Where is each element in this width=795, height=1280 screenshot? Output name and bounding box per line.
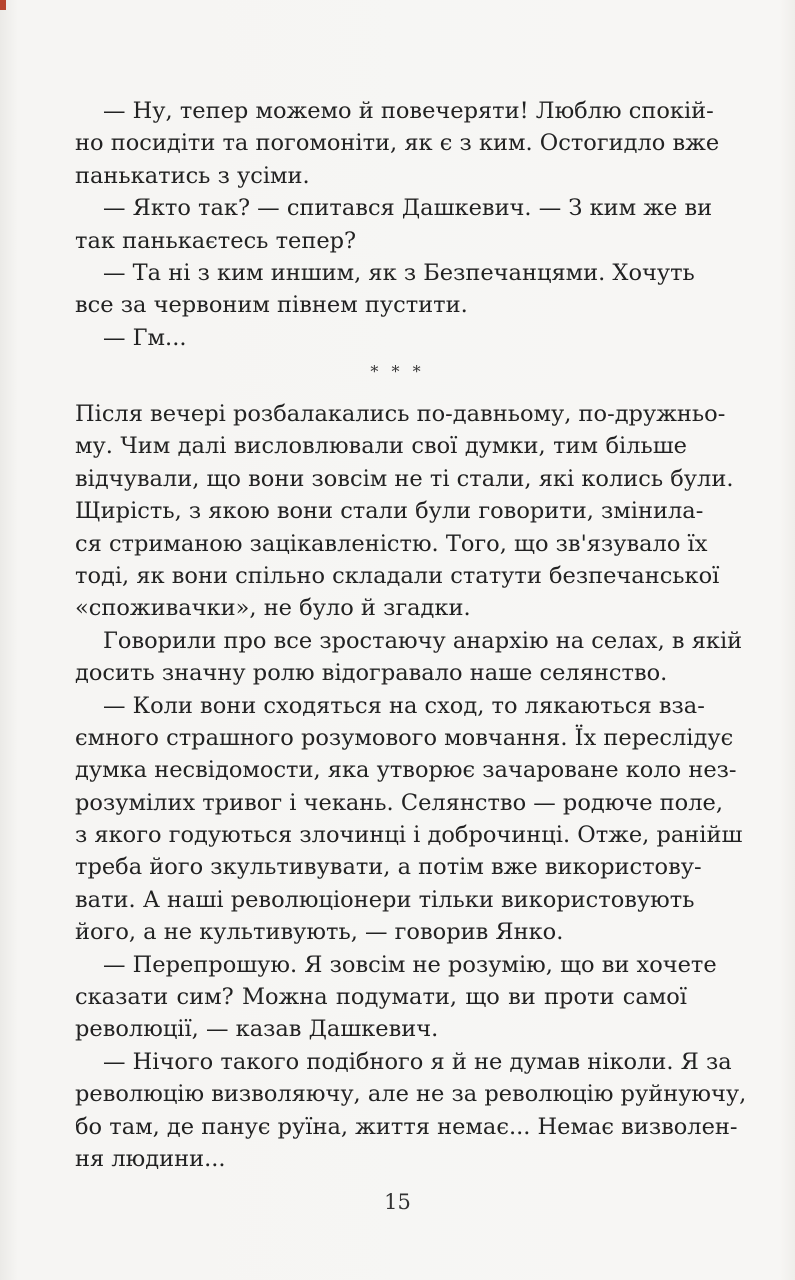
text-line: — Та ні з ким иншим, як з Безпечанцями. Хочуть [103,259,695,286]
text-line: його, а не культивують, — говорив Янко. [75,919,564,946]
text-line: — Коли вони сходяться на сход, то лякаються вза- [103,692,705,719]
text-line: революції, — казав Дашкевич. [75,1016,439,1043]
narrative-block [75,398,747,1175]
text-line: сказати сим? Можна подумати, що ви проти самої [75,984,687,1011]
section-separator: * * * [370,362,425,381]
text-line: — Ну, тепер можемо й повечеряти! Люблю спокій- [103,98,714,124]
text-line: розумілих тривог і чекань. Селянство — родюче поле, [75,789,723,816]
text-line: Говорили про все зростаючу анархію на селах, в якій [103,627,743,654]
text-line: но посидіти та погомоніти, як є з ким. Остогидло вже [75,130,720,157]
text-line: — Перепрошую. Я зовсім не розумію, що ви хочете [103,951,717,978]
text-line: Після вечері розбалакались по-давньому, по-дружньо- [75,401,726,427]
text-line: відчували, що вони зовсім не ті стали, які колись були. [75,465,734,492]
text-line: — Гм... [103,324,187,351]
text-line: му. Чим далі висловлювали свої думки, тим більше [75,433,687,460]
text-line: все за червоним півнем пустити. [75,292,468,319]
text-line: треба його зкультивувати, а потім вже використову- [75,854,702,881]
text-line: — Нічого такого подібного я й не думав ніколи. Я за [103,1048,732,1075]
page-edge-mark [0,0,6,10]
dialogue-block [75,95,720,354]
text-line: досить значну ролю відогравало наше селянство. [75,660,668,687]
text-line: ня людини... [75,1145,226,1172]
text-line: бо там, де панує руїна, життя немає... Немає визволен- [75,1113,738,1140]
text-line: ємного страшного розумового мовчання. Їх переслідує [75,724,734,751]
text-line: вати. А наші революціонери тільки використовують [75,886,695,913]
text-line: тоді, як вони спільно складали статути безпечанської [75,562,720,589]
text-line: з якого годуються злочинці і доброчинці. Отже, ранійш [75,822,743,849]
text-line: революцію визволяючу, але не за революцію руйнуючу, [75,1081,747,1108]
text-line: так панькаєтесь тепер? [75,227,357,254]
text-line: думка несвідомости, яка утворює зачароване коло нез- [75,757,737,784]
text-line: — Якто так? — спитався Дашкевич. — З ким же ви [103,195,713,222]
page-number: 15 [384,1190,411,1214]
text-line: Щирість, з якою вони стали були говорити, змінила- [75,498,704,525]
text-line: ся стриманою зацікавленістю. Того, що зв'язувало їх [75,530,708,557]
text-line: «споживачки», не було й згадки. [75,595,471,622]
text-line: панькатись з усіми. [75,162,310,189]
